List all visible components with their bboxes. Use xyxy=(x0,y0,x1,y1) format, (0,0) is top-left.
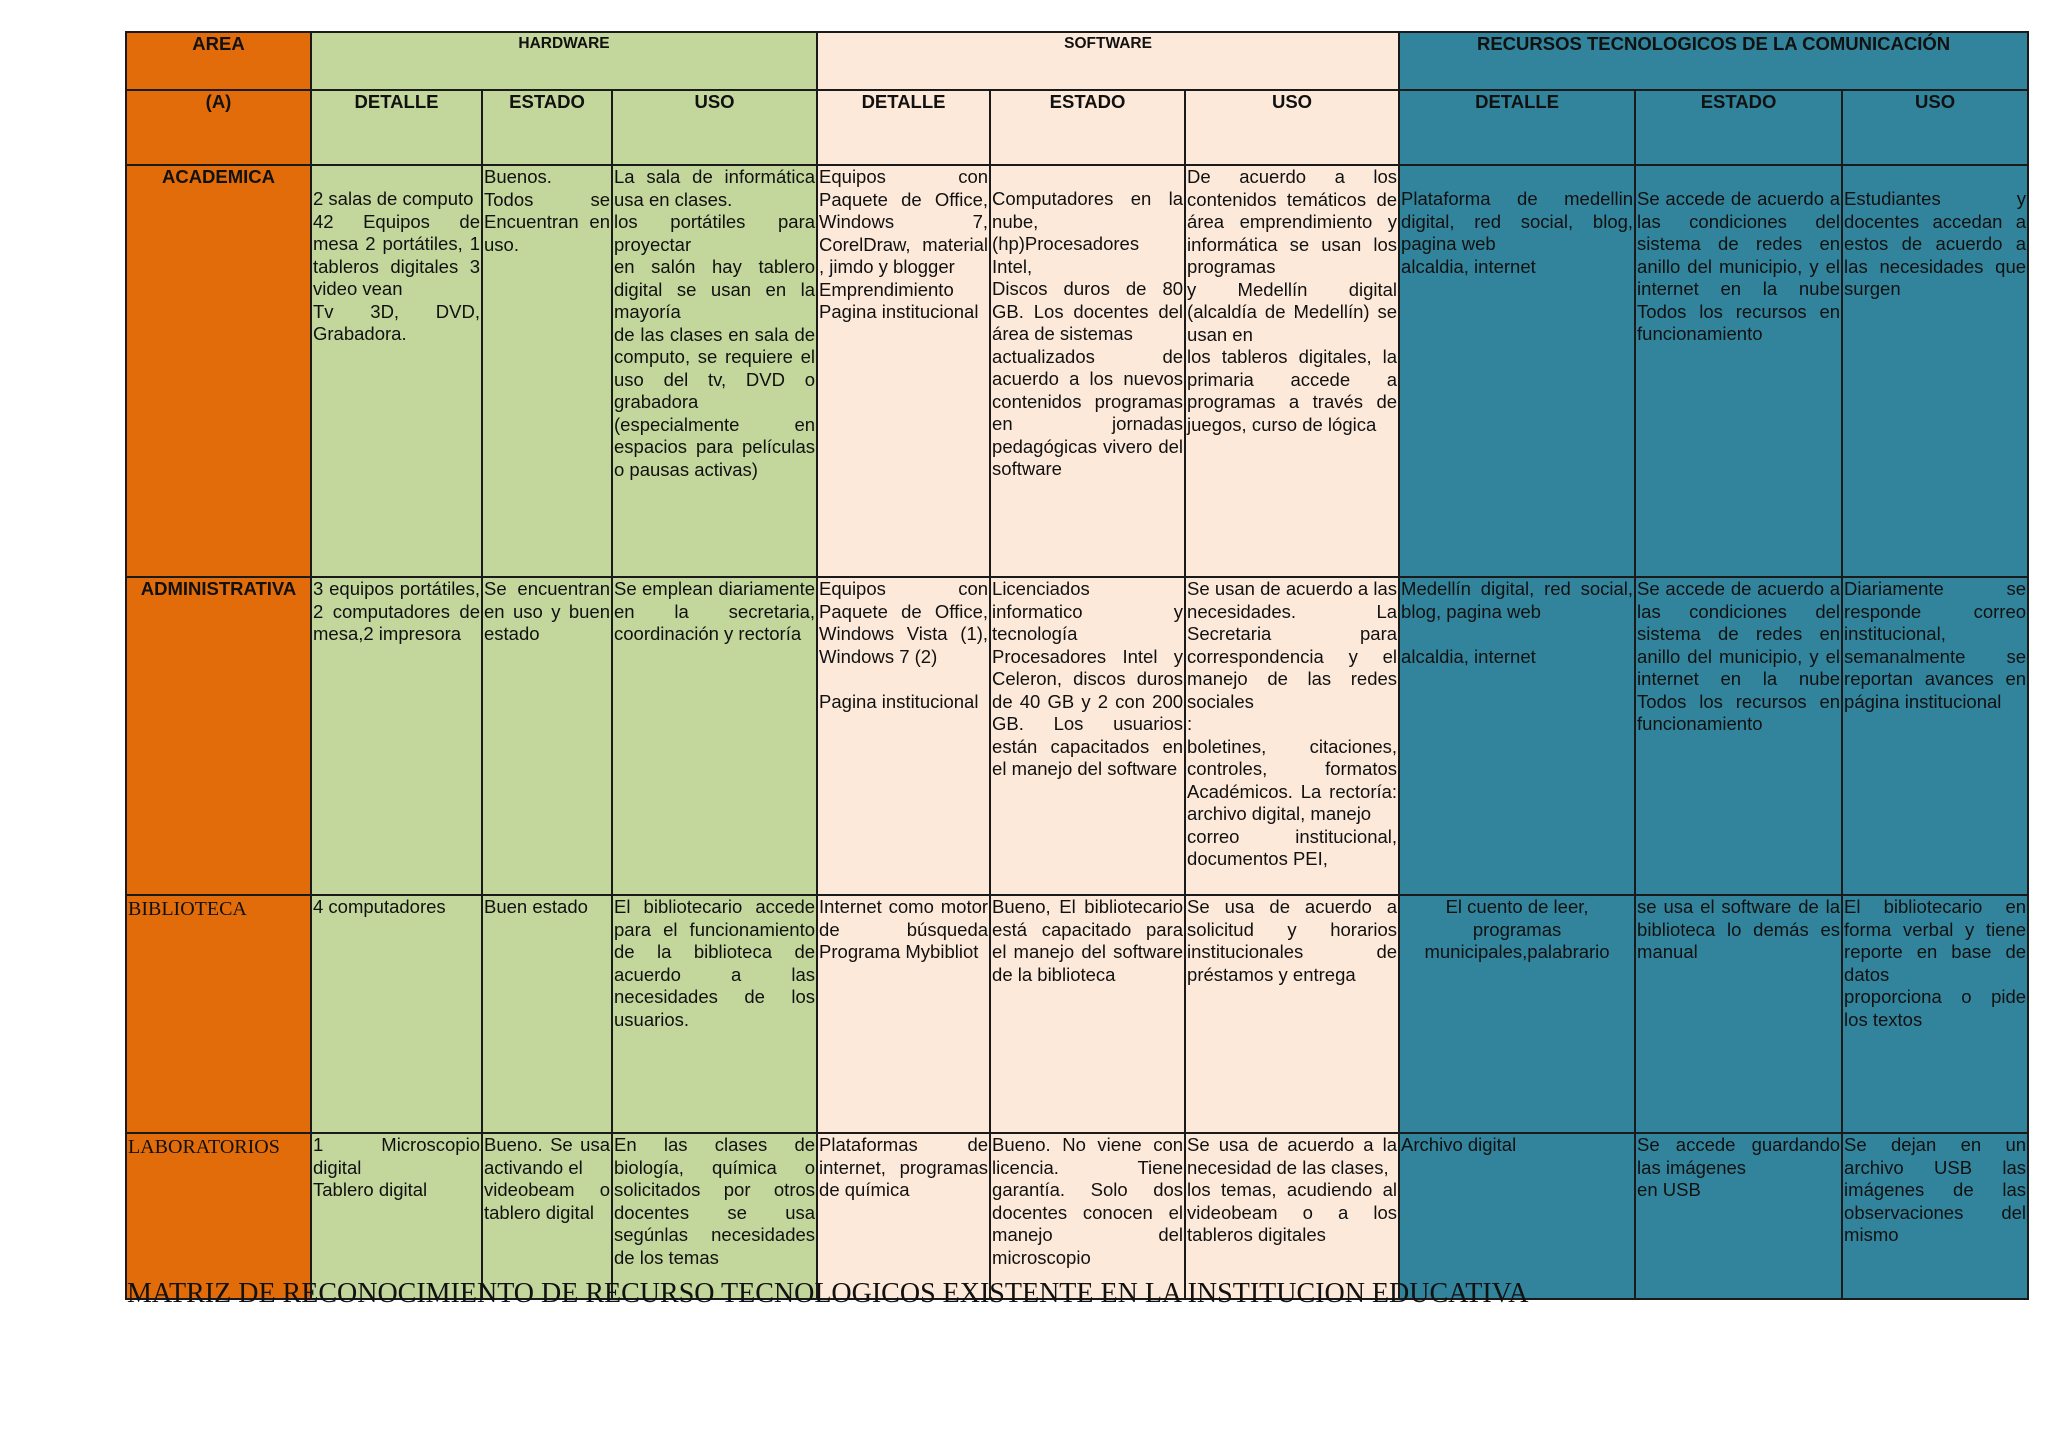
rt-uso-cell: Estudiantes y docentes accedan a estos de acuerdo a las necesidades que surgen xyxy=(1842,165,2028,577)
header-area: AREA xyxy=(126,32,311,90)
sw-uso-cell: De acuerdo a los contenidos temáticos de área emprendimiento y informática se usan los programas y Medellín digital (alcaldía de Medellín) se usan en los tableros digitales, la primaria accede a programas a través de juegos, curso de lógica xyxy=(1185,165,1399,577)
subheader-sw-uso: USO xyxy=(1185,90,1399,165)
subheader-sw-estado: ESTADO xyxy=(990,90,1185,165)
hw-detalle-cell: 2 salas de computo 42 Equipos de mesa 2 portátiles, 1 tableros digitales 3 video vean Tv 3D, DVD, Grabadora. xyxy=(311,165,482,577)
rt-estado-cell: Se accede de acuerdo a las condiciones del sistema de redes en anillo del municipio, y el internet en la nube Todos los recursos en funcionamiento xyxy=(1635,165,1842,577)
rt-detalle-cell: Plataforma de medellin digital, red social, blog, pagina web alcaldia, internet xyxy=(1399,165,1635,577)
hw-uso-cell: El bibliotecario accede para el funcionamiento de la biblioteca de acuerdo a las necesidades de los usuarios. xyxy=(612,895,817,1133)
area-name: LABORATORIOS xyxy=(126,1133,311,1299)
header-row xyxy=(126,32,2028,90)
subheader-area-code: (A) xyxy=(126,90,311,165)
hw-estado-cell: Se encuentran en uso y buen estado xyxy=(482,577,612,895)
rt-estado-cell: Se accede guardando las imágenes en USB xyxy=(1635,1133,1842,1299)
rt-detalle-cell: El cuento de leer, programas municipales,palabrario xyxy=(1399,895,1635,1133)
header-hardware: HARDWARE xyxy=(311,32,817,90)
header-software: SOFTWARE xyxy=(817,32,1399,90)
hw-estado-cell: Buenos. Todos se Encuentran en uso. xyxy=(482,165,612,577)
sw-uso-cell: Se usan de acuerdo a las necesidades. La Secretaria para correspondencia y el manejo de las redes sociales : boletines, citaciones, controles, formatos Académicos. La rectoría: archivo digital, manejo correo institucional, documentos PEI, xyxy=(1185,577,1399,895)
subheader-row xyxy=(126,90,2028,165)
hw-detalle-cell: 1 Microscopio digital Tablero digital xyxy=(311,1133,482,1299)
table-row xyxy=(126,165,2028,577)
subheader-hw-estado: ESTADO xyxy=(482,90,612,165)
sw-uso-cell: Se usa de acuerdo a solicitud y horarios institucionales de préstamos y entrega xyxy=(1185,895,1399,1133)
sw-detalle-cell: Plataformas de internet, programas de química xyxy=(817,1133,990,1299)
hw-uso-cell: La sala de informática usa en clases. los portátiles para proyectar en salón hay tablero digital se usan en la mayoría de las clases en sala de computo, se requiere el uso del tv, DVD o grabadora (especialmente en espacios para películas o pausas activas) xyxy=(612,165,817,577)
subheader-rt-estado: ESTADO xyxy=(1635,90,1842,165)
sw-detalle-cell: Equipos con Paquete de Office, Windows 7, CorelDraw, material , jimdo y blogger Emprendimiento Pagina institucional xyxy=(817,165,990,577)
table-row xyxy=(126,577,2028,895)
area-name: ADMINISTRATIVA xyxy=(126,577,311,895)
hw-detalle-cell: 4 computadores xyxy=(311,895,482,1133)
area-name: ACADEMICA xyxy=(126,165,311,577)
rt-estado-cell: se usa el software de la biblioteca lo demás es manual xyxy=(1635,895,1842,1133)
table-row xyxy=(126,1133,2028,1299)
sw-estado-cell: Bueno. No viene con licencia. Tiene garantía. Solo dos docentes conocen el manejo del microscopio xyxy=(990,1133,1185,1299)
sw-uso-cell: Se usa de acuerdo a la necesidad de las clases, los temas, acudiendo al videobeam o a los tableros digitales xyxy=(1185,1133,1399,1299)
header-recursos: RECURSOS TECNOLOGICOS DE LA COMUNICACIÓN xyxy=(1399,32,2028,90)
hw-estado-cell: Buen estado xyxy=(482,895,612,1133)
sw-estado-cell: Computadores en la nube, (hp)Procesadores Intel, Discos duros de 80 GB. Los docentes del área de sistemas actualizados de acuerdo a los nuevos contenidos programas en jornadas pedagógicas vivero del software xyxy=(990,165,1185,577)
rt-uso-cell: Diariamente se responde correo institucional, semanalmente se reportan avances en página institucional xyxy=(1842,577,2028,895)
sw-detalle-cell: Equipos con Paquete de Office, Windows Vista (1), Windows 7 (2) Pagina institucional xyxy=(817,577,990,895)
hw-uso-cell: Se emplean diariamente en la secretaria, coordinación y rectoría xyxy=(612,577,817,895)
area-name: BIBLIOTECA xyxy=(126,895,311,1133)
subheader-hw-uso: USO xyxy=(612,90,817,165)
rt-estado-cell: Se accede de acuerdo a las condiciones del sistema de redes en anillo del municipio, y el internet en la nube Todos los recursos en funcionamiento xyxy=(1635,577,1842,895)
hw-uso-cell: En las clases de biología, química o solicitados por otros docentes se usa segúnlas necesidades de los temas xyxy=(612,1133,817,1299)
rt-detalle-cell: Medellín digital, red social, blog, pagina web alcaldia, internet xyxy=(1399,577,1635,895)
document-caption: MATRIZ DE RECONOCIMIENTO DE RECURSO TECNOLOGICOS EXISTENTE EN LA INSTITUCION EDUCATIVA xyxy=(127,1278,1529,1309)
subheader-sw-detalle: DETALLE xyxy=(817,90,990,165)
subheader-rt-uso: USO xyxy=(1842,90,2028,165)
rt-uso-cell: El bibliotecario en forma verbal y tiene reporte en base de datos proporciona o pide los textos xyxy=(1842,895,2028,1133)
hw-estado-cell: Bueno. Se usa activando el videobeam o tablero digital xyxy=(482,1133,612,1299)
sw-estado-cell: Bueno, El bibliotecario está capacitado para el manejo del software de la biblioteca xyxy=(990,895,1185,1133)
sw-detalle-cell: Internet como motor de búsqueda Programa Mybibliot xyxy=(817,895,990,1133)
sw-estado-cell: Licenciados informatico y tecnología Procesadores Intel y Celeron, discos duros de 40 GB y 2 con 200 GB. Los usuarios están capacitados en el manejo del software xyxy=(990,577,1185,895)
resource-matrix-table xyxy=(125,31,2029,1300)
table-row xyxy=(126,895,2028,1133)
rt-detalle-cell: Archivo digital xyxy=(1399,1133,1635,1299)
subheader-hw-detalle: DETALLE xyxy=(311,90,482,165)
rt-uso-cell: Se dejan en un archivo USB las imágenes de las observaciones del mismo xyxy=(1842,1133,2028,1299)
subheader-rt-detalle: DETALLE xyxy=(1399,90,1635,165)
hw-detalle-cell: 3 equipos portátiles, 2 computadores de mesa,2 impresora xyxy=(311,577,482,895)
